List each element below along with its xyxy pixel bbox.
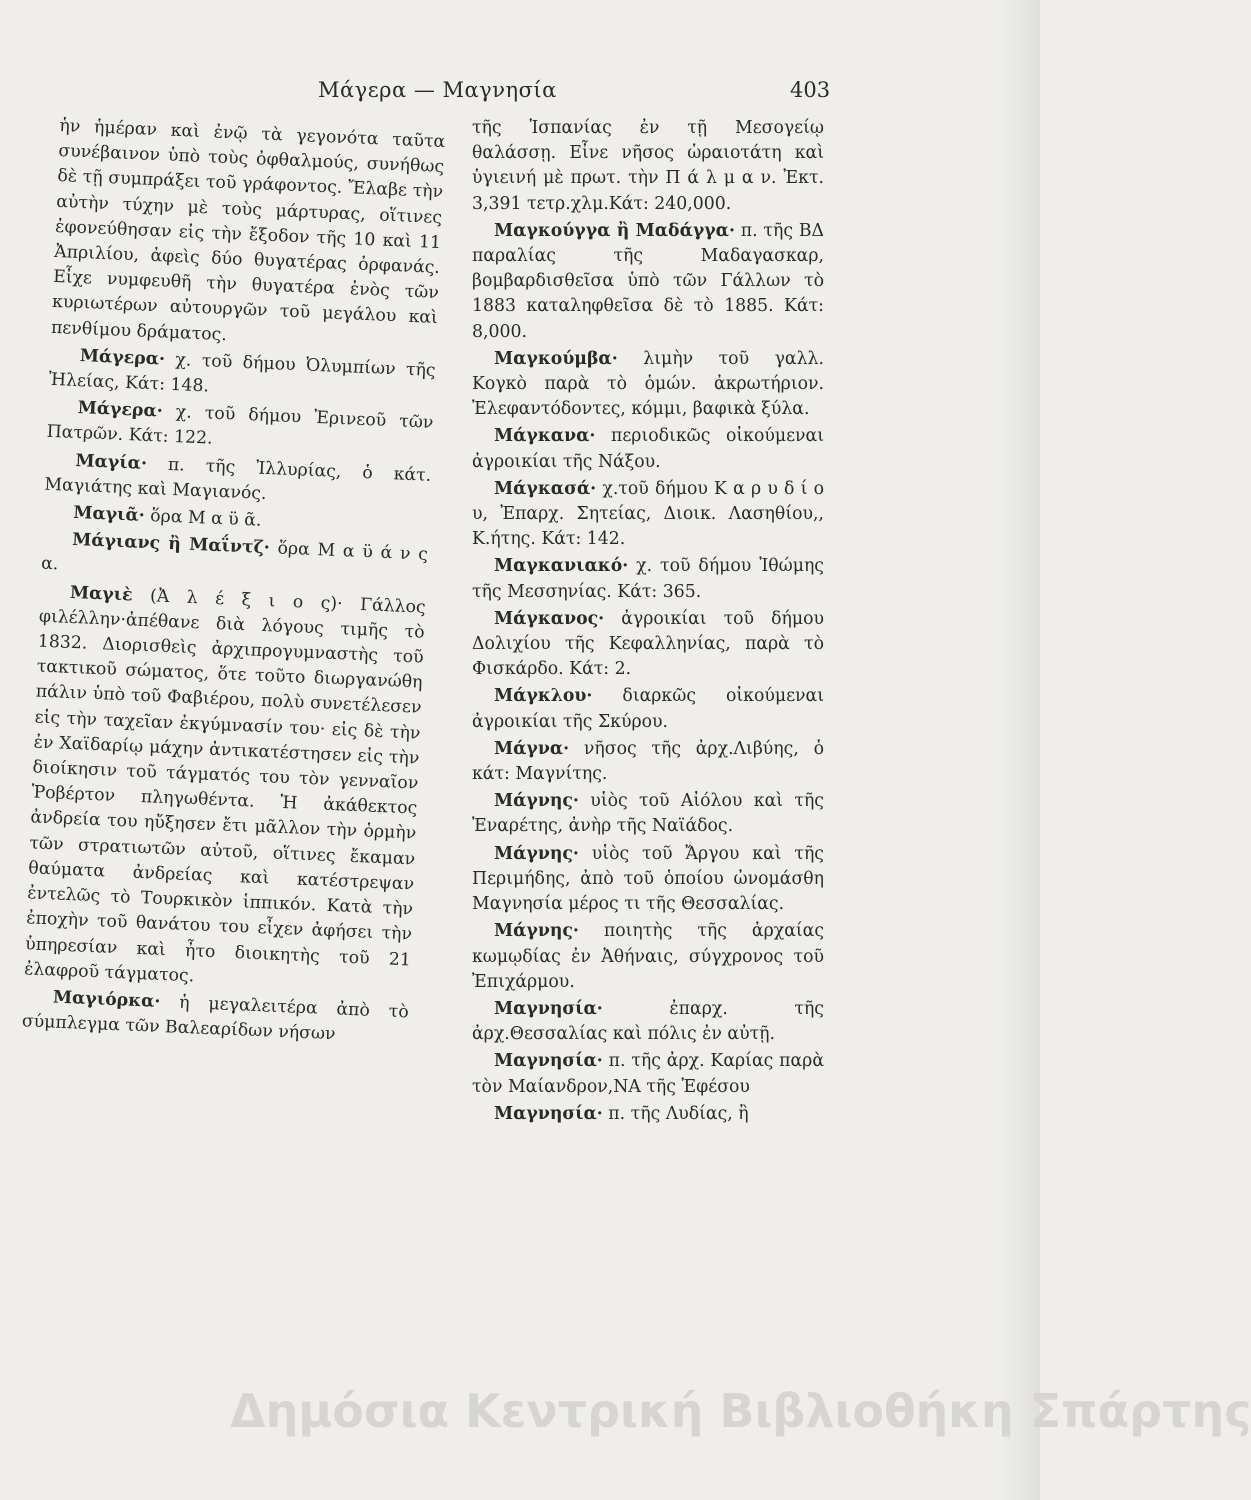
entry-text: διαρκῶς οἰκούμεναι ἀγροικίαι τῆς Σκύρου.	[472, 686, 824, 732]
entry-headword: Μαγνησία·	[494, 1103, 603, 1124]
header-title: Μάγερα — Μαγνησία	[318, 78, 557, 102]
entry-headword: Μαγκούγγα ἢ Μαδάγγα·	[494, 220, 735, 241]
entry-headword: Μάγκανος·	[494, 608, 605, 629]
entry-text: π. τῆς Λυδίας, ἢ	[602, 1103, 749, 1124]
entry-headword: Μάγκασά·	[494, 478, 597, 499]
left-column	[21, 114, 445, 1051]
right-column	[472, 116, 824, 1127]
entry-headword: Μάγκανα·	[494, 426, 596, 447]
dictionary-entry	[472, 737, 824, 787]
entry-headword: Μάγιανς ἢ Μαΐντζ·	[71, 530, 271, 559]
library-watermark: Δημόσια Κεντρική Βιβλιοθήκη Σπάρτης	[230, 1384, 1251, 1438]
entry-headword: Μαγκούμβα·	[494, 348, 618, 369]
entry-text: ἀγροικίαι τοῦ δήμου Δολιχίου τῆς Κεφαλληνίας, παρὰ τὸ Φισκάρδο. Κάτ: 2.	[472, 608, 824, 680]
entry-text: λιμὴν τοῦ γαλλ. Κογκὸ παρὰ τὸ ὁμών. ἀκρωτήριον. Ἐλεφαντόδοντες, κόμμι, βαφικὰ ξύλα.	[472, 348, 824, 420]
entry-headword: Μαγκανιακό·	[494, 556, 629, 577]
entry-headword: Μάγνης·	[494, 843, 579, 864]
dictionary-entry	[472, 607, 824, 683]
entry-text: π. τῆς ΒΔ παραλίας τῆς Μαδαγασκαρ, βομβαρδισθεῖσα ὑπὸ τῶν Γάλλων τὸ 1883 καταληφθεῖσα δὲ τὸ 1885. Κάτ: 8,000.	[472, 220, 824, 342]
dictionary-entry	[472, 919, 824, 995]
entry-text: χ. τοῦ δήμου Ἐρινεοῦ τῶν Πατρῶν. Κάτ: 122.	[46, 401, 434, 450]
entry-text: ὅρα Μ α ϋ ά ν ς α.	[40, 538, 429, 575]
dictionary-entry	[472, 684, 824, 734]
entry-headword: Μαγία·	[75, 450, 148, 474]
entry-headword: Μαγιᾶ·	[72, 502, 146, 526]
entry-text: ἡ μεγαλειτέρα ἀπὸ τὸ σύμπλεγμα τῶν Βαλεαρίδων νήσων	[21, 991, 410, 1045]
page-number: 403	[790, 78, 831, 102]
dictionary-entry	[472, 1102, 824, 1127]
entry-text: ποιητὴς τῆς ἀρχαίας κωμῳδίας ἐν Ἀθήναις, σύγχρονος τοῦ Ἐπιχάρμου.	[472, 921, 824, 992]
page-edge-shadow	[1000, 0, 1040, 1500]
entry-headword: Μάγνης·	[494, 791, 579, 812]
entry-text: ἡν ἡμέραν καὶ ἐνῷ τὰ γεγονότα ταῦτα συνέβαινον ὑπὸ τοὺς ὀφθαλμούς, συνήθως δὲ τῇ συμπράξει τοῦ γράφοντος. Ἔλαβε τὴν αὐτὴν τύχην μὲ τοὺς μάρτυρας, οἵτινες ἐφονεύθησαν εἰς τὴν ἔξοδον τῆς 10 καὶ 11 Ἀπριλίου, ἀφεὶς δύο θυγατέρας ὀρφανάς. Εἶχε νυμφευθῆ τὴν θυγατέρα ἑνὸς τῶν κυριωτέρων αὐτουργῶν τοῦ μεγάλου καὶ πενθίμου δράματος.	[50, 115, 446, 345]
entry-text: χ. τοῦ δήμου Ἰθώμης τῆς Μεσσηνίας. Κάτ: 365.	[472, 556, 824, 602]
dictionary-entry	[24, 579, 427, 998]
dictionary-entry	[472, 1049, 824, 1099]
entry-headword: Μάγνα·	[494, 738, 570, 759]
entry-text: π. τῆς Ἰλλυρίας, ὁ κάτ. Μαγιάτης καὶ Μαγιανός.	[44, 453, 432, 504]
dictionary-entry	[472, 997, 824, 1047]
dictionary-entry	[472, 789, 824, 839]
entry-text: τῆς Ἱσπανίας ἐν τῇ Μεσογείῳ θαλάσσῃ. Εἶνε νῆσος ὡραιοτάτη καὶ ὑγιεινή μὲ πρωτ. τὴν Π ά λ μ α ν. Ἐκτ. 3,391 τετρ.χλμ.Κάτ: 240,000.	[472, 118, 824, 214]
continued-entry	[51, 114, 446, 357]
entry-text: περιοδικῶς οἰκούμεναι ἀγροικίαι τῆς Νάξου.	[472, 426, 824, 472]
dictionary-entry	[472, 424, 824, 474]
dictionary-entry	[472, 347, 824, 423]
entry-text: π. τῆς ἀρχ. Καρίας παρὰ τὸν Μαίανδρον,ΝΑ τῆς Ἐφέσου	[472, 1051, 824, 1097]
entry-text: ἐπαρχ. τῆς ἀρχ.Θεσσαλίας καὶ πόλις ἐν αὐτῇ.	[472, 998, 824, 1045]
entry-text: υἱὸς τοῦ Ἄργου καὶ τῆς Περιμήδης, ἀπὸ τοῦ ὁποίου ὠνομάσθη Μαγνησία μέρος τι τῆς Θεσσαλίας.	[472, 843, 824, 915]
entry-text: ὅρα Μ α ϋ ᾶ.	[144, 505, 262, 531]
entry-headword: Μαγνησία·	[494, 1051, 603, 1072]
dictionary-entry	[472, 842, 824, 918]
entry-headword: Μαγνησία·	[494, 998, 603, 1019]
entry-text: (Ἀ λ έ ξ ι ο ς)· Γάλλος φιλέλλην·ἀπέθανε διὰ λόγους τιμῆς τὸ 1832. Διορισθεὶς ἀρχιπρογυμναστὴς τοῦ τακτικοῦ σώματος, ὅτε τοῦτο διωργανώθη πάλιν ὑπὸ τοῦ Φαβιέρου, πολὺ συνετέλεσεν εἰς τὴν ταχεῖαν ἐκγύμνασίν του· εἰς δὲ τὴν ἐν Χαϊδαρίῳ μάχην ἀντικατέστησεν εἰς τὴν διοίκησιν τοῦ τάγματός του τὸν γενναῖον Ῥοβέρτον πληγωθέντα. Ἡ ἀκάθεκτος ἀνδρεία του ηὔξησεν ἔτι μᾶλλον τὴν ὁρμὴν τῶν στρατιωτῶν αὐτοῦ, οἵτινες ἔκαμαν θαύματα ἀνδρείας καὶ κατέστρεψαν ἐντελῶς τὸ Τουρκικὸν ἱππικόν. Κατὰ τὴν ἐποχὴν τοῦ θανάτου του εἶχεν ἀφήσει τὴν ὑπηρεσίαν καὶ ἦτο διοικητὴς τοῦ 21 ἐλαφροῦ τάγματος.	[23, 585, 427, 987]
dictionary-entry	[472, 477, 824, 553]
entry-headword: Μάγερα·	[77, 398, 164, 422]
entry-headword: Μαγιόρκα·	[52, 987, 161, 1012]
entry-headword: Μάγκλου·	[494, 686, 593, 707]
dictionary-entry	[472, 219, 824, 345]
entry-headword: Μαγιὲ	[69, 582, 134, 606]
running-header	[0, 78, 1040, 118]
entry-text: υἱὸς τοῦ Αἰόλου καὶ τῆς Ἐναρέτης, ἀνὴρ τῆς Ναϊάδος.	[472, 791, 824, 837]
entry-headword: Μάγνης·	[494, 921, 579, 942]
continued-entry	[472, 116, 824, 217]
entry-text: χ. τοῦ δήμου Ὀλυμπίων τῆς Ἠλείας, Κάτ: 148.	[48, 349, 436, 397]
entry-text: νῆσος τῆς ἀρχ.Λιβύης, ὁ κάτ: Μαγνίτης.	[472, 738, 824, 785]
dictionary-entry	[472, 554, 824, 604]
entry-headword: Μάγερα·	[79, 345, 166, 370]
entry-text: χ.τοῦ δήμου Κ α ρ υ δ ί ο υ, Ἐπαρχ. Σητείας, Διοικ. Λασηθίου,, Κ.ήτης. Κάτ: 142.	[472, 478, 824, 550]
